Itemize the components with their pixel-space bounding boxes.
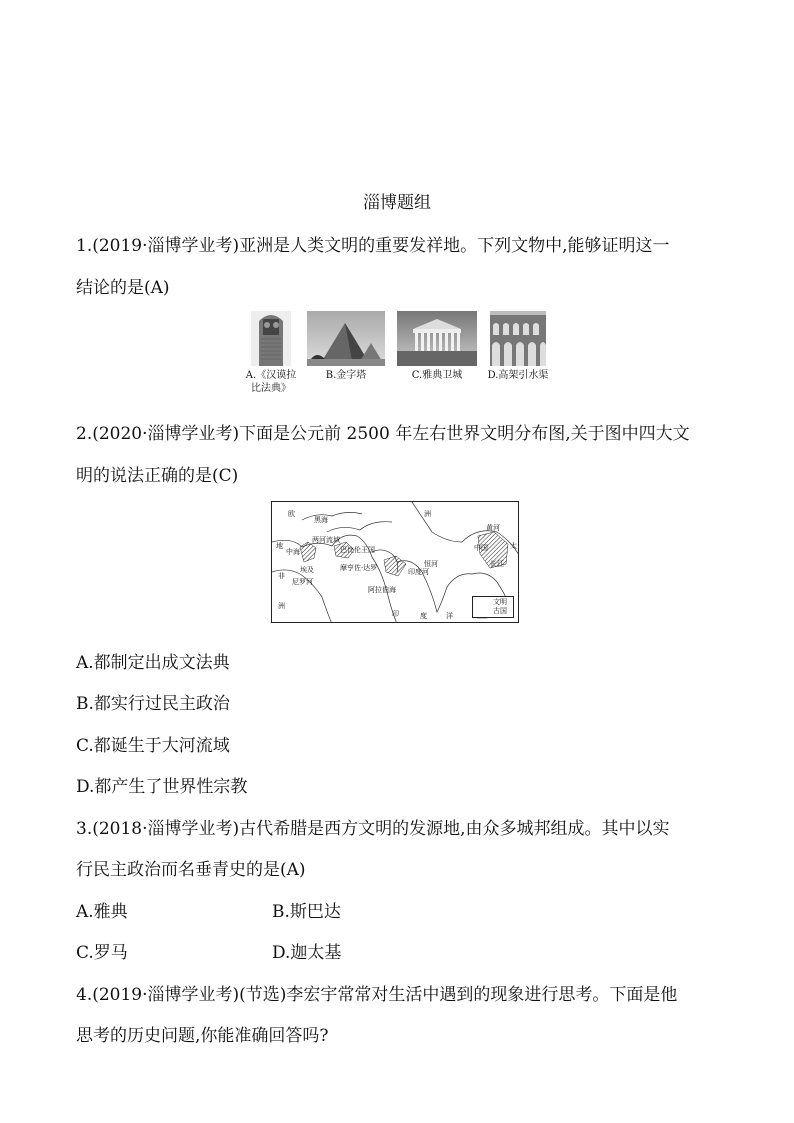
label-mediterranean-1: 地 (276, 542, 283, 550)
label-africa-2: 洲 (278, 602, 285, 610)
legend-label-line2: 古国 (493, 607, 507, 615)
artifact-a (245, 311, 297, 395)
acropolis-image (397, 311, 477, 366)
map-legend (472, 596, 514, 618)
caption-a (245, 369, 297, 395)
q2-option-a: A.都制定出成文法典 (76, 653, 230, 673)
caption-c: C.雅典卫城 (411, 370, 463, 381)
label-africa: 非 (278, 572, 285, 580)
q3-stem-line1: 3.(2018·淄博学业考)古代希腊是西方文明的发源地,由众多城邦组成。其中以实 (76, 819, 670, 839)
label-harappa: 摩亨佐·达罗 (340, 564, 378, 572)
label-china: 中国 (474, 544, 488, 552)
label-india: 印 (392, 610, 399, 618)
label-babylon: 巴比伦王国 (340, 546, 375, 554)
q3-option-d: D.迦太基 (272, 943, 342, 963)
q3-stem-line2: 行民主政治而名垂青史的是(A) (76, 860, 306, 880)
q2-option-c: C.都诞生于大河流域 (76, 736, 230, 756)
artifact-c (397, 311, 477, 382)
label-yellow-river: 黄河 (486, 524, 500, 532)
label-europe: 欧 (288, 510, 295, 518)
label-asia: 洲 (424, 510, 431, 518)
label-arabian-sea: 阿拉伯海 (368, 586, 396, 594)
label-egypt: 埃及 (300, 566, 314, 574)
q2-stem-line1: 2.(2020·淄博学业考)下面是公元前 2500 年左右世界文明分布图,关于图中四大文 (76, 424, 690, 444)
q2-option-d: D.都产生了世界性宗教 (76, 777, 248, 797)
ancient-civilizations-map (271, 501, 519, 623)
caption-d: D.高架引水渠 (487, 370, 549, 381)
label-pacific: 太 (510, 542, 517, 550)
q4-stem-line1: 4.(2019·淄博学业考)(节选)李宏宇常常对生活中遇到的现象进行思考。下面是他 (76, 985, 678, 1005)
q2-stem-line2: 明的说法正确的是(C) (76, 466, 239, 486)
label-indus: 印度河 (408, 568, 429, 576)
q4-stem-line2: 思考的历史问题,你能准确回答吗? (76, 1026, 329, 1046)
label-ganges: 恒河 (424, 560, 438, 568)
artifact-images (245, 311, 550, 401)
hammurabi-stele-image (251, 311, 291, 366)
section-title: 淄博题组 (363, 193, 431, 213)
label-mediterranean-2: 中海 (286, 548, 300, 556)
caption-a-line1: A.《汉谟拉 (245, 370, 297, 381)
label-nile: 尼罗河 (292, 578, 313, 586)
label-black-sea: 黑海 (314, 516, 328, 524)
q1-stem-line1: 1.(2019·淄博学业考)亚洲是人类文明的重要发祥地。下列文物中,能够证明这一 (76, 236, 670, 256)
label-mesopotamia: 两河流域 (312, 536, 340, 544)
legend-label-line1: 文明 (493, 598, 507, 606)
artifact-d (485, 311, 551, 382)
aqueduct-image (490, 311, 546, 366)
q3-option-b: B.斯巴达 (272, 902, 341, 922)
q3-option-c: C.罗马 (76, 943, 128, 963)
q3-option-a: A.雅典 (76, 902, 128, 922)
label-indian-ocean-1: 度 (420, 612, 427, 620)
q1-stem-line2: 结论的是(A) (76, 278, 170, 298)
label-yangtze: 长江 (490, 560, 504, 568)
label-indian-ocean-2: 洋 (446, 612, 453, 620)
q2-option-b: B.都实行过民主政治 (76, 694, 230, 714)
caption-b: B.金字塔 (325, 370, 367, 381)
pyramid-image (307, 311, 385, 366)
artifact-b (307, 311, 385, 382)
caption-a-line2: 比法典》 (251, 383, 291, 394)
